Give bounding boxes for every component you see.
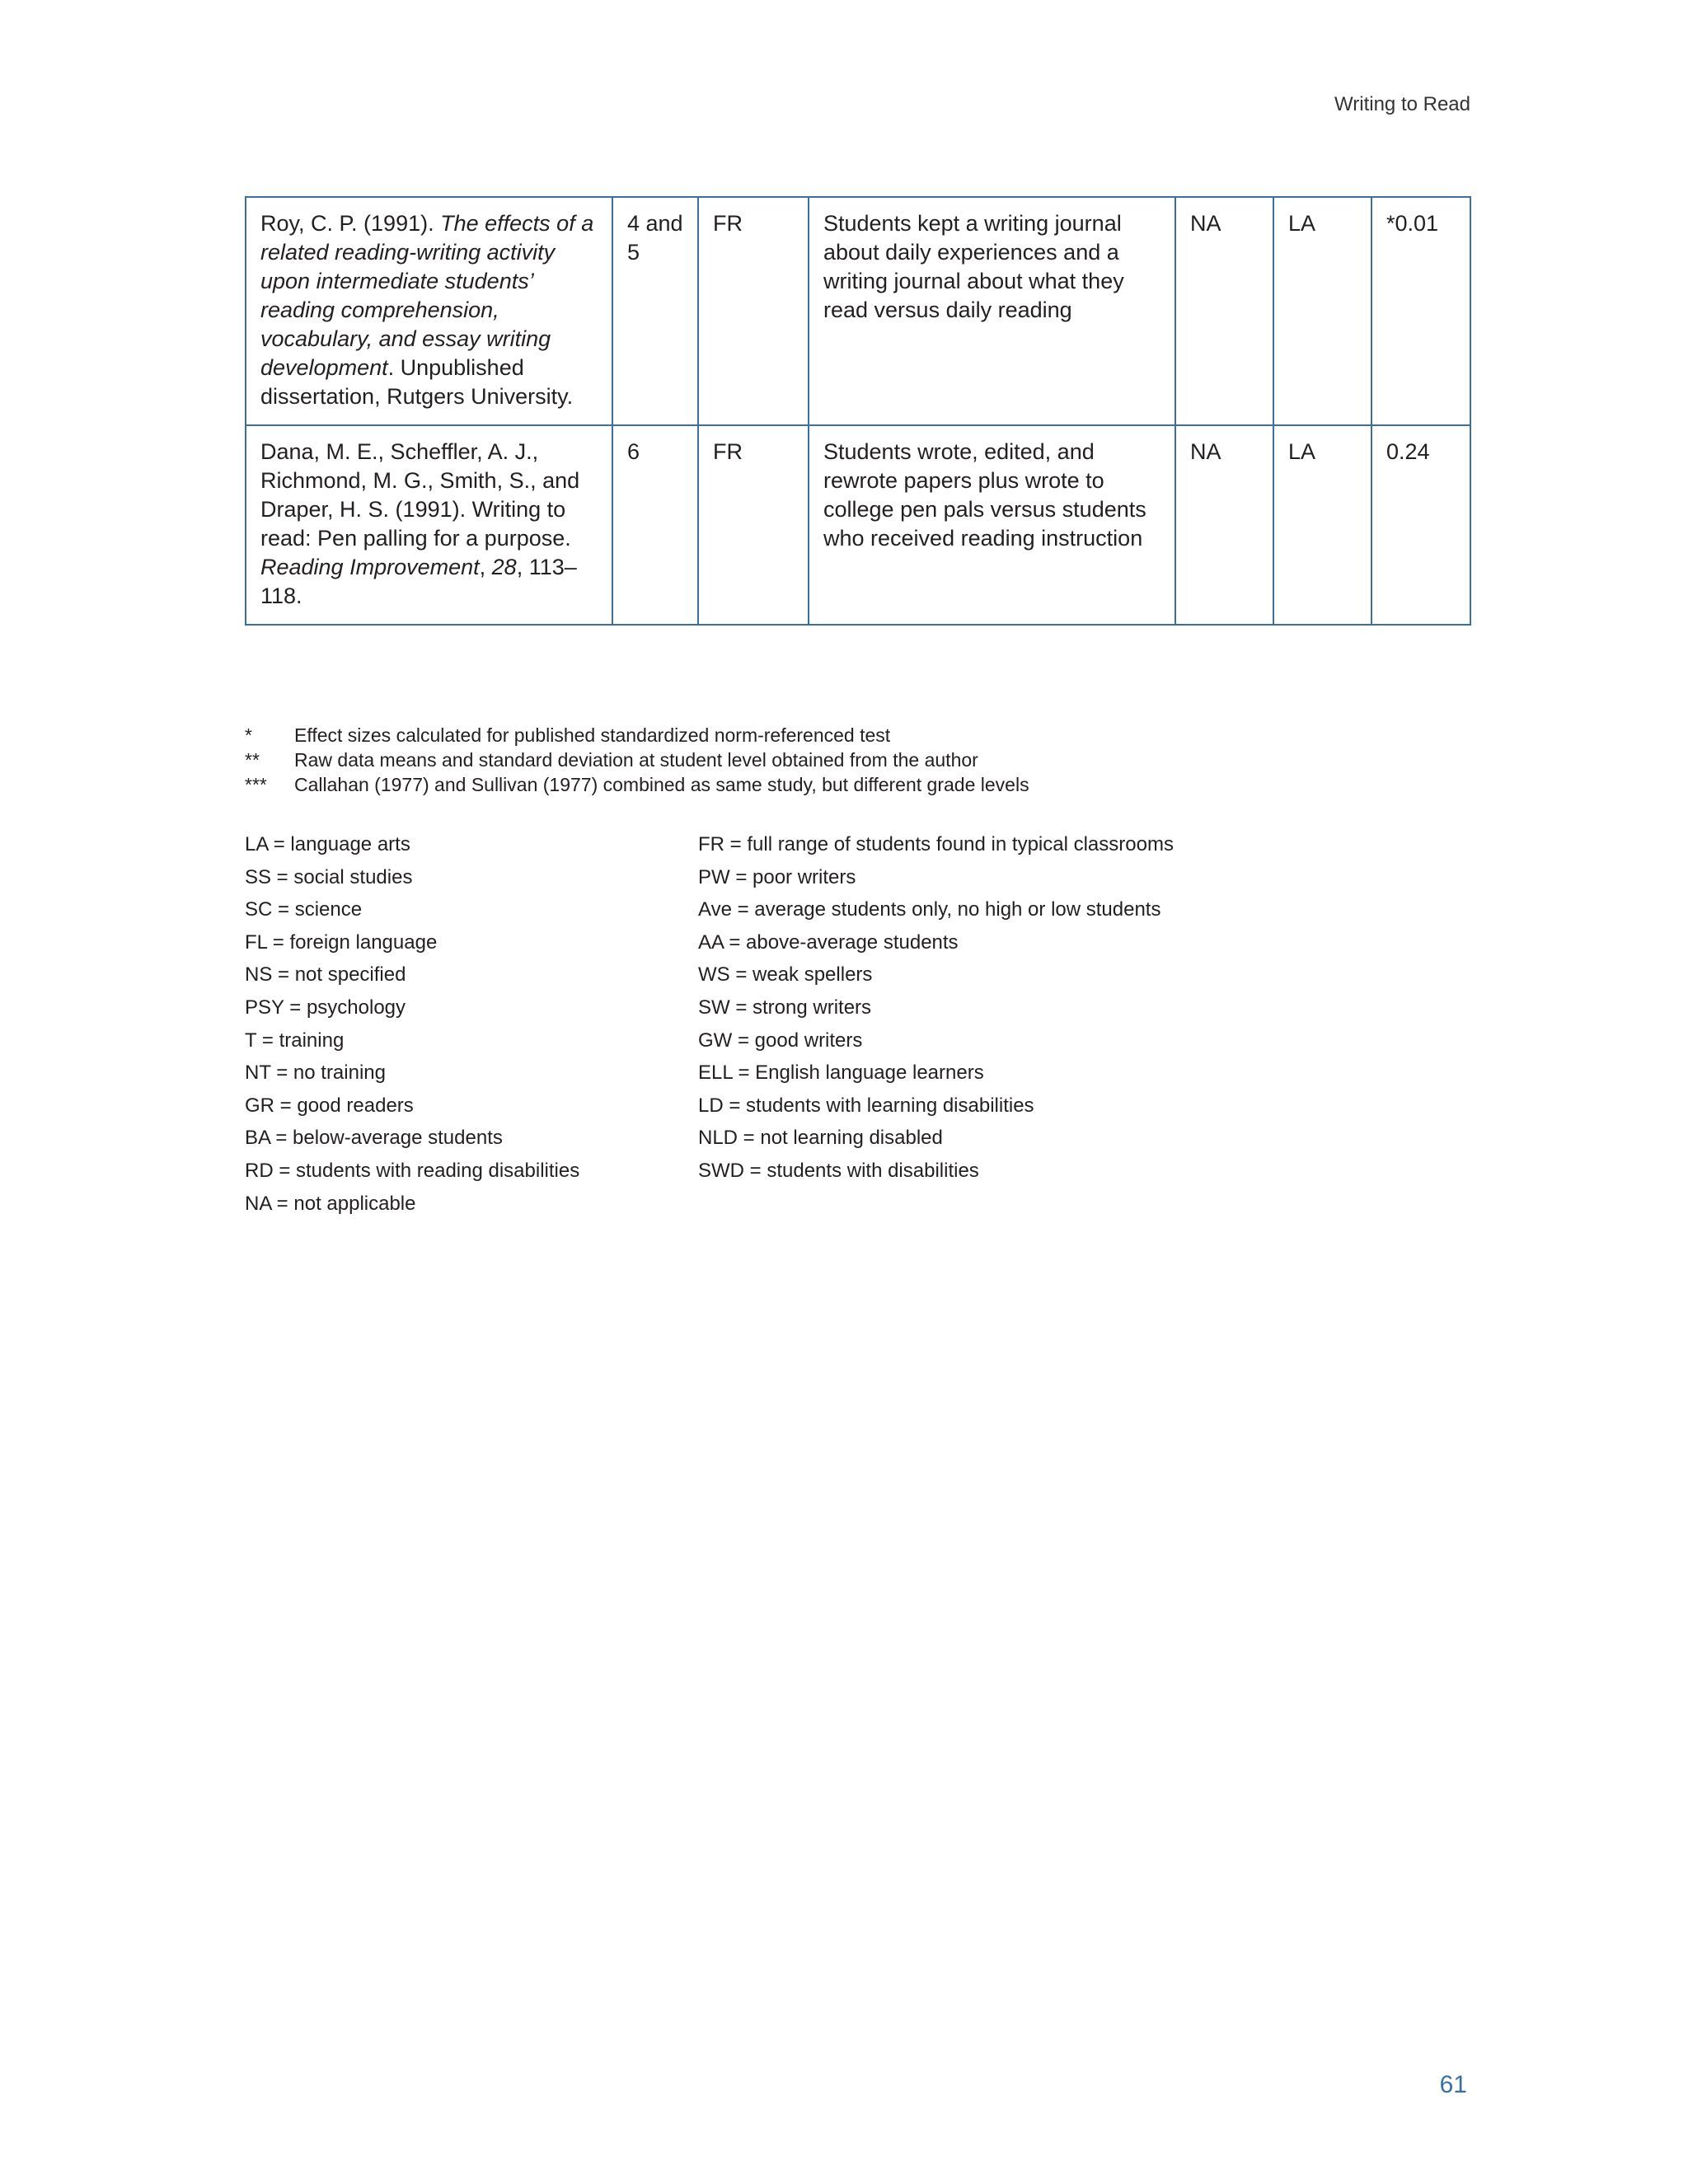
footnote-mark: ** [245, 749, 260, 771]
footnote-text: Effect sizes calculated for published standardized norm-referenced test [294, 724, 891, 746]
footnote [245, 723, 1029, 748]
citation-cell: Dana, M. E., Scheffler, A. J., Richmond, M. G., Smith, S., and Draper, H. S. (1991). Writing to read: Pen palling for a purpose. Reading Improvement, 28, 113–118. [246, 425, 612, 625]
abbreviation-item: GR = good readers [245, 1094, 414, 1117]
abbreviation-item: WS = weak spellers [698, 963, 873, 987]
abbreviation-item: FL = foreign language [245, 930, 438, 954]
subject-cell: LA [1273, 197, 1372, 425]
abbreviation-item: PW = poor writers [698, 865, 856, 888]
abbreviation-column-right [698, 828, 1174, 1220]
abbreviation-item: NA = not applicable [245, 1192, 416, 1215]
studies-table [245, 196, 1471, 626]
effect-size-cell: 0.24 [1372, 425, 1470, 625]
abbreviation-item: LA = language arts [245, 833, 410, 855]
citation-cell: Roy, C. P. (1991). The effects of a related reading-writing activity upon intermediate students’ reading comprehension, vocabulary, and essay writing development. Unpublished dissertation, Rutgers University. [246, 197, 612, 425]
abbreviation-key [245, 828, 1316, 1220]
abbreviation-item: FR = full range of students found in typical classrooms [698, 833, 1174, 855]
abbreviation-column-left [245, 828, 698, 1220]
effect-size-cell: *0.01 [1372, 197, 1470, 425]
abbreviation-item: PSY = psychology [245, 996, 406, 1019]
footnote [245, 772, 1029, 797]
students-cell: FR [698, 425, 809, 625]
training-cell: NA [1175, 425, 1273, 625]
abbreviation-item: NS = not specified [245, 963, 406, 987]
abbreviation-item: T = training [245, 1029, 345, 1052]
abbreviation-item: LD = students with learning disabilities [698, 1094, 1034, 1117]
treatment-cell: Students wrote, edited, and rewrote papers plus wrote to college pen pals versus students who received reading instruction [809, 425, 1175, 625]
abbreviation-item: GW = good writers [698, 1029, 863, 1052]
footnote [245, 748, 1029, 772]
abbreviation-item: Ave = average students only, no high or low students [698, 898, 1161, 921]
abbreviation-item: ELL = English language learners [698, 1062, 984, 1085]
abbreviation-item: SW = strong writers [698, 996, 872, 1019]
grade-cell: 4 and 5 [612, 197, 698, 425]
running-head: Writing to Read [1334, 93, 1470, 115]
abbreviation-item: SC = science [245, 898, 363, 921]
abbreviation-item: NT = no training [245, 1062, 386, 1085]
footnote-text: Callahan (1977) and Sullivan (1977) combined as same study, but different grade levels [294, 774, 1029, 795]
footnote-mark: * [245, 724, 252, 746]
footnote-mark: *** [245, 774, 267, 795]
table-row [246, 425, 1470, 625]
abbreviation-item: RD = students with reading disabilities [245, 1159, 580, 1182]
footnotes [245, 723, 1029, 797]
abbreviation-item: NLD = not learning disabled [698, 1127, 943, 1150]
training-cell: NA [1175, 197, 1273, 425]
abbreviation-item: SWD = students with disabilities [698, 1159, 979, 1182]
footnote-text: Raw data means and standard deviation at student level obtained from the author [294, 749, 978, 771]
abbreviation-item: BA = below-average students [245, 1127, 503, 1150]
students-cell: FR [698, 197, 809, 425]
page-number: 61 [1439, 2071, 1467, 2098]
abbreviation-item: SS = social studies [245, 865, 413, 888]
table-row [246, 197, 1470, 425]
abbreviation-item: AA = above-average students [698, 930, 959, 954]
treatment-cell: Students kept a writing journal about daily experiences and a writing journal about what they read versus daily reading [809, 197, 1175, 425]
grade-cell: 6 [612, 425, 698, 625]
subject-cell: LA [1273, 425, 1372, 625]
